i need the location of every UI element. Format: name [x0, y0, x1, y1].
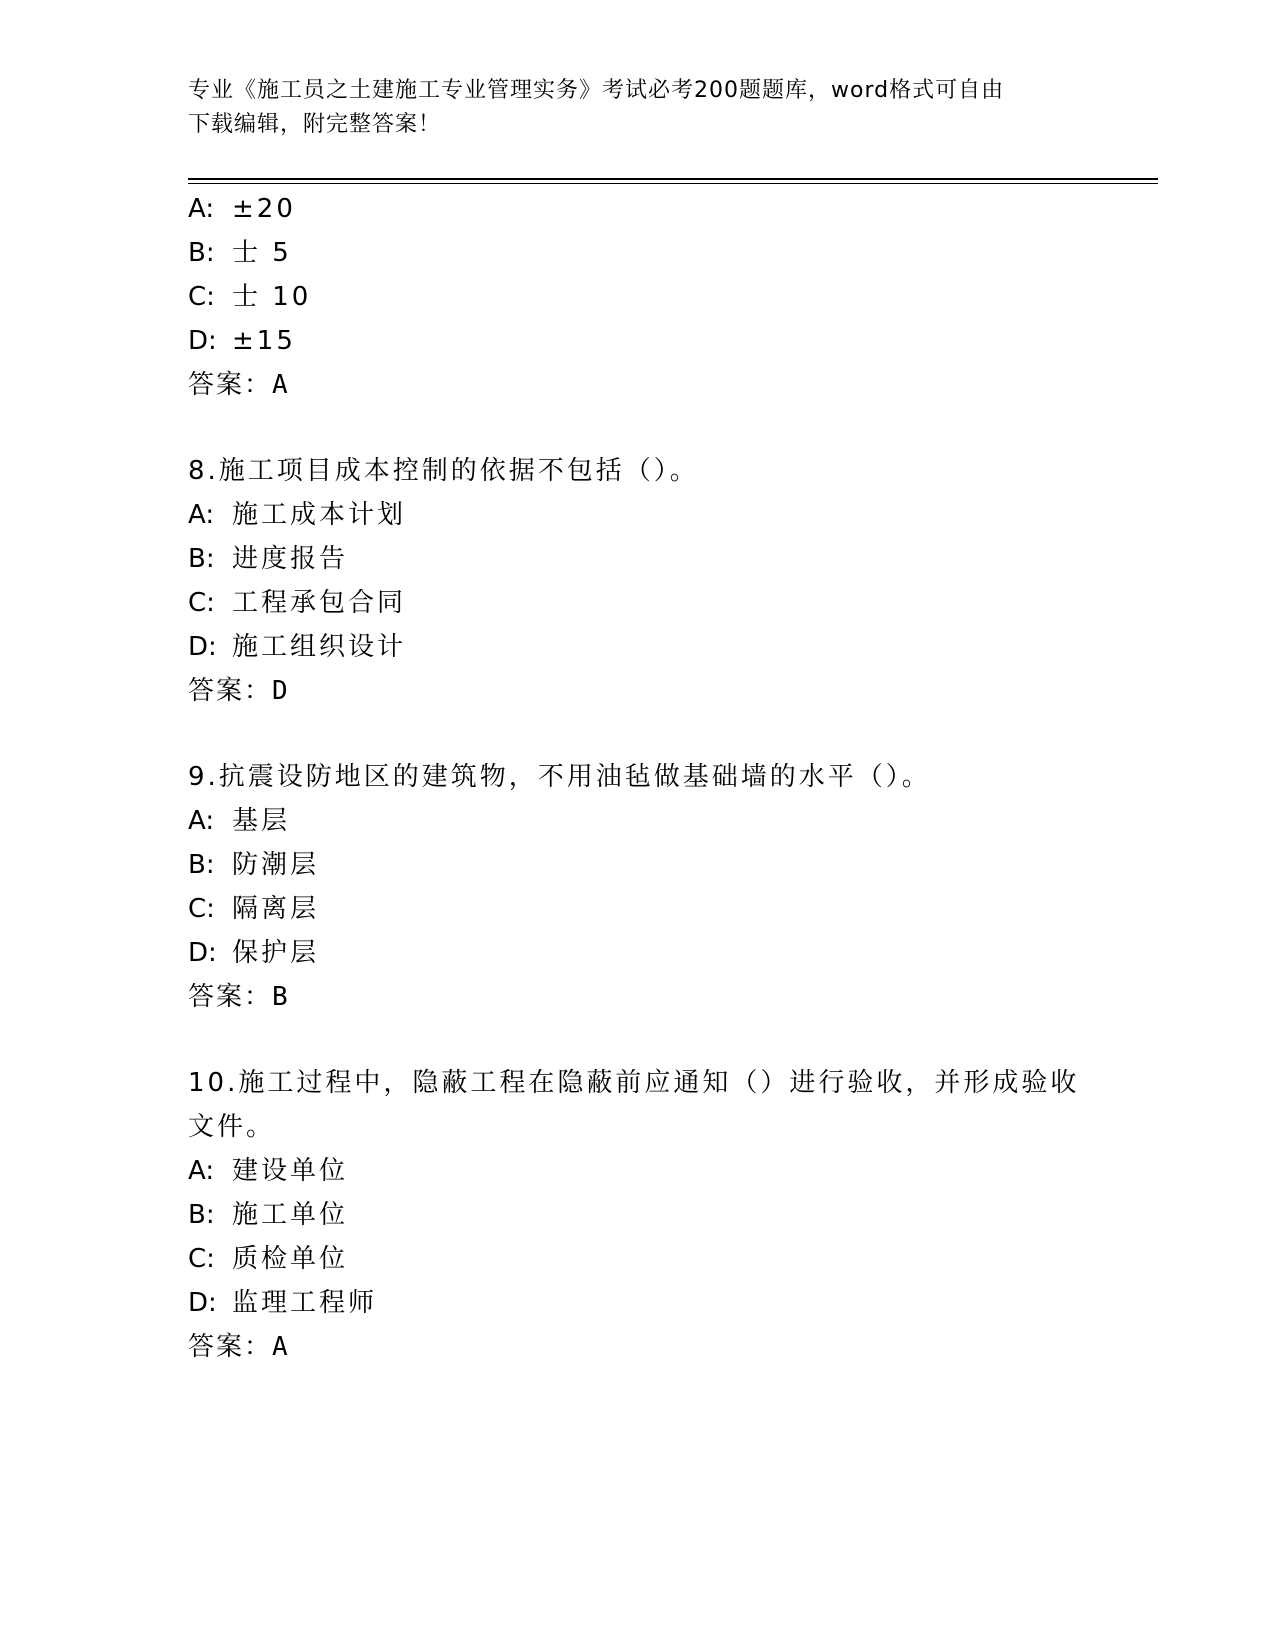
q10-option-a	[188, 1154, 348, 1188]
document-header	[188, 74, 1068, 142]
q9-question: 9.抗震设防地区的建筑物，不用油毡做基础墙的水平（）。	[188, 762, 931, 792]
header-line-2: 下载编辑，附完整答案！	[188, 112, 442, 137]
q8-option-a	[188, 498, 406, 532]
option-text: 质检单位	[232, 1244, 349, 1274]
option-key: A:	[188, 1156, 215, 1186]
option-text: 保护层	[232, 938, 320, 968]
option-key: B:	[188, 238, 215, 268]
q10-option-c	[188, 1242, 348, 1276]
header-line-1: 专业《施工员之土建施工专业管理实务》考试必考200题题库，word格式可自由	[188, 78, 1005, 103]
option-text: 建设单位	[232, 1156, 349, 1186]
option-text: 施工单位	[232, 1200, 349, 1230]
q9-answer: 答案：B	[188, 982, 290, 1012]
option-text: 防潮层	[232, 850, 320, 880]
option-key: A:	[188, 194, 215, 224]
q7-option-a	[188, 192, 296, 226]
option-key: B:	[188, 1200, 215, 1230]
q9-option-d	[188, 936, 319, 970]
option-text: ±15	[232, 326, 296, 356]
option-key: B:	[188, 544, 215, 574]
option-key: C:	[188, 588, 215, 618]
option-key: C:	[188, 894, 215, 924]
q9-option-c	[188, 892, 319, 926]
q10-question-line-2: 文件。	[188, 1112, 276, 1142]
option-key: A:	[188, 500, 215, 530]
option-key: D:	[188, 1288, 217, 1318]
q7-option-c	[188, 280, 311, 314]
q8-question: 8.施工项目成本控制的依据不包括（）。	[188, 456, 699, 486]
option-key: D:	[188, 938, 217, 968]
option-text: ±20	[232, 194, 296, 224]
option-key: C:	[188, 1244, 215, 1274]
q8-option-b	[188, 542, 348, 576]
q10-question-line-1: 10.施工过程中，隐蔽工程在隐蔽前应通知（）进行验收，并形成验收	[188, 1068, 1080, 1098]
q8-option-c	[188, 586, 406, 620]
option-key: A:	[188, 806, 215, 836]
q7-option-d	[188, 324, 296, 358]
option-text: 进度报告	[232, 544, 349, 574]
option-text: 监理工程师	[232, 1288, 378, 1318]
option-key: D:	[188, 326, 217, 356]
option-text: 士 5	[232, 238, 292, 268]
option-text: 施工组织设计	[232, 632, 407, 662]
option-text: 士 10	[232, 282, 312, 312]
header-divider-thick	[188, 178, 1158, 180]
option-key: B:	[188, 850, 215, 880]
q7-option-b	[188, 236, 292, 270]
option-key: C:	[188, 282, 215, 312]
option-text: 施工成本计划	[232, 500, 407, 530]
option-text: 工程承包合同	[232, 588, 407, 618]
q10-option-b	[188, 1198, 348, 1232]
q8-answer: 答案：D	[188, 676, 290, 706]
option-text: 隔离层	[232, 894, 320, 924]
q8-option-d	[188, 630, 406, 664]
q9-option-b	[188, 848, 319, 882]
header-divider-thin	[188, 183, 1158, 184]
option-key: D:	[188, 632, 217, 662]
q10-answer: 答案：A	[188, 1332, 290, 1362]
q9-option-a	[188, 804, 290, 838]
q10-option-d	[188, 1286, 377, 1320]
q7-answer: 答案：A	[188, 370, 290, 400]
option-text: 基层	[232, 806, 291, 836]
